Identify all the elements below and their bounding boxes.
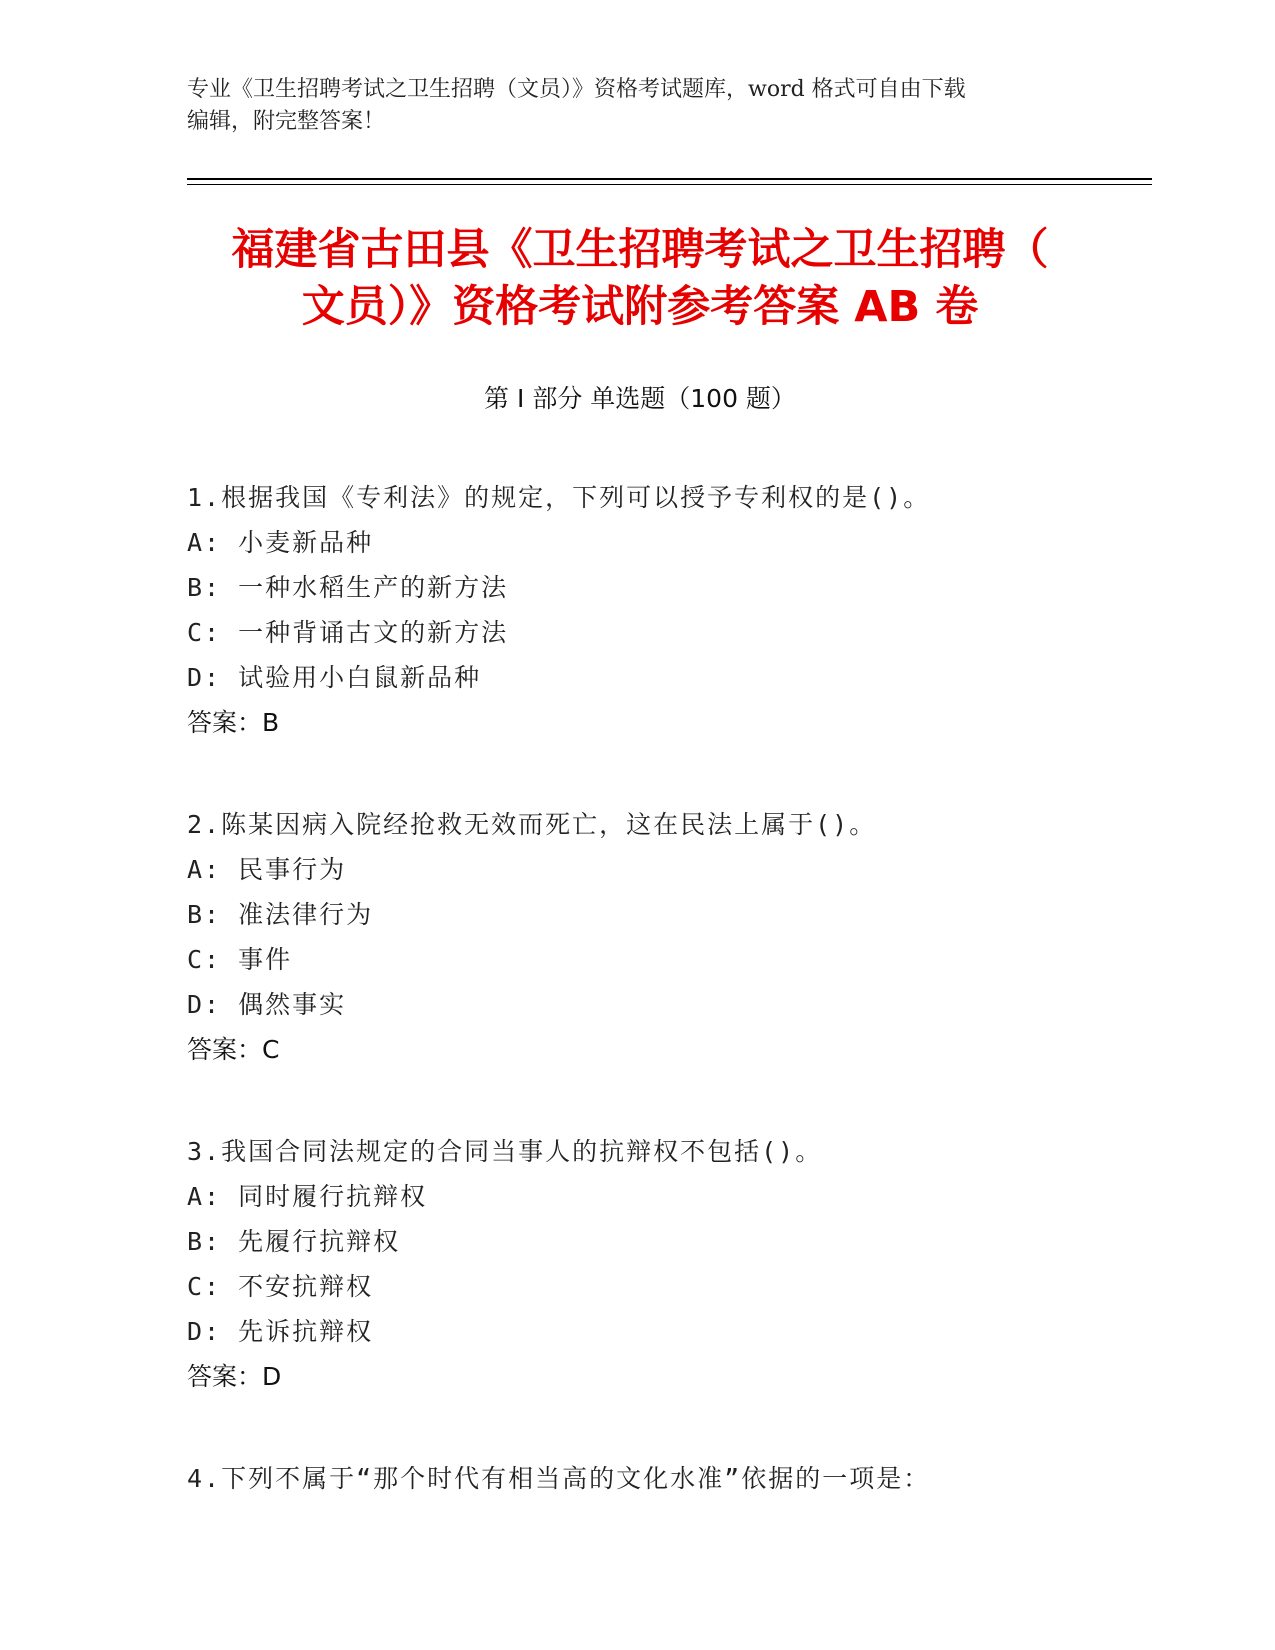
- question-stem: 1.根据我国《专利法》的规定，下列可以授予专利权的是()。: [187, 483, 931, 512]
- question-list: [187, 475, 1147, 1558]
- question-stem: 4.下列不属于“那个时代有相当高的文化水准”依据的一项是：: [187, 1464, 931, 1493]
- answer-text: 答案：C: [187, 1035, 280, 1064]
- section-title: 第 I 部分 单选题（100 题）: [484, 384, 796, 413]
- option-c: C: 一种背诵古文的新方法: [187, 618, 509, 647]
- option-c: C: 不安抗辩权: [187, 1272, 374, 1301]
- header-divider-thick: [187, 178, 1152, 180]
- document-title: 福建省古田县《卫生招聘考试之卫生招聘（ 文员）》资格考试附参考答案 AB 卷: [231, 225, 1049, 332]
- question-2: [187, 802, 1147, 1072]
- option-d: D: 先诉抗辩权: [187, 1317, 374, 1346]
- option-b: B: 准法律行为: [187, 900, 374, 929]
- option-d: D: 试验用小白鼠新品种: [187, 663, 482, 692]
- option-c: C: 事件: [187, 945, 293, 974]
- option-b: B: 先履行抗辩权: [187, 1227, 401, 1256]
- question-4: [187, 1456, 1147, 1501]
- option-a: A: 同时履行抗辩权: [187, 1182, 428, 1211]
- header-divider-thin: [187, 184, 1152, 185]
- answer-text: 答案：D: [187, 1362, 282, 1391]
- option-d: D: 偶然事实: [187, 990, 347, 1019]
- header-note: 专业《卫生招聘考试之卫生招聘（文员）》资格考试题库，word 格式可自由下载 编辑，附完整答案！: [187, 77, 966, 134]
- question-1: [187, 475, 1147, 745]
- answer-text: 答案：B: [187, 708, 280, 737]
- option-a: A: 民事行为: [187, 855, 347, 884]
- option-b: B: 一种水稻生产的新方法: [187, 573, 509, 602]
- question-stem: 2.陈某因病入院经抢救无效而死亡，这在民法上属于()。: [187, 810, 877, 839]
- question-stem: 3.我国合同法规定的合同当事人的抗辩权不包括()。: [187, 1137, 823, 1166]
- question-3: [187, 1129, 1147, 1399]
- option-a: A: 小麦新品种: [187, 528, 374, 557]
